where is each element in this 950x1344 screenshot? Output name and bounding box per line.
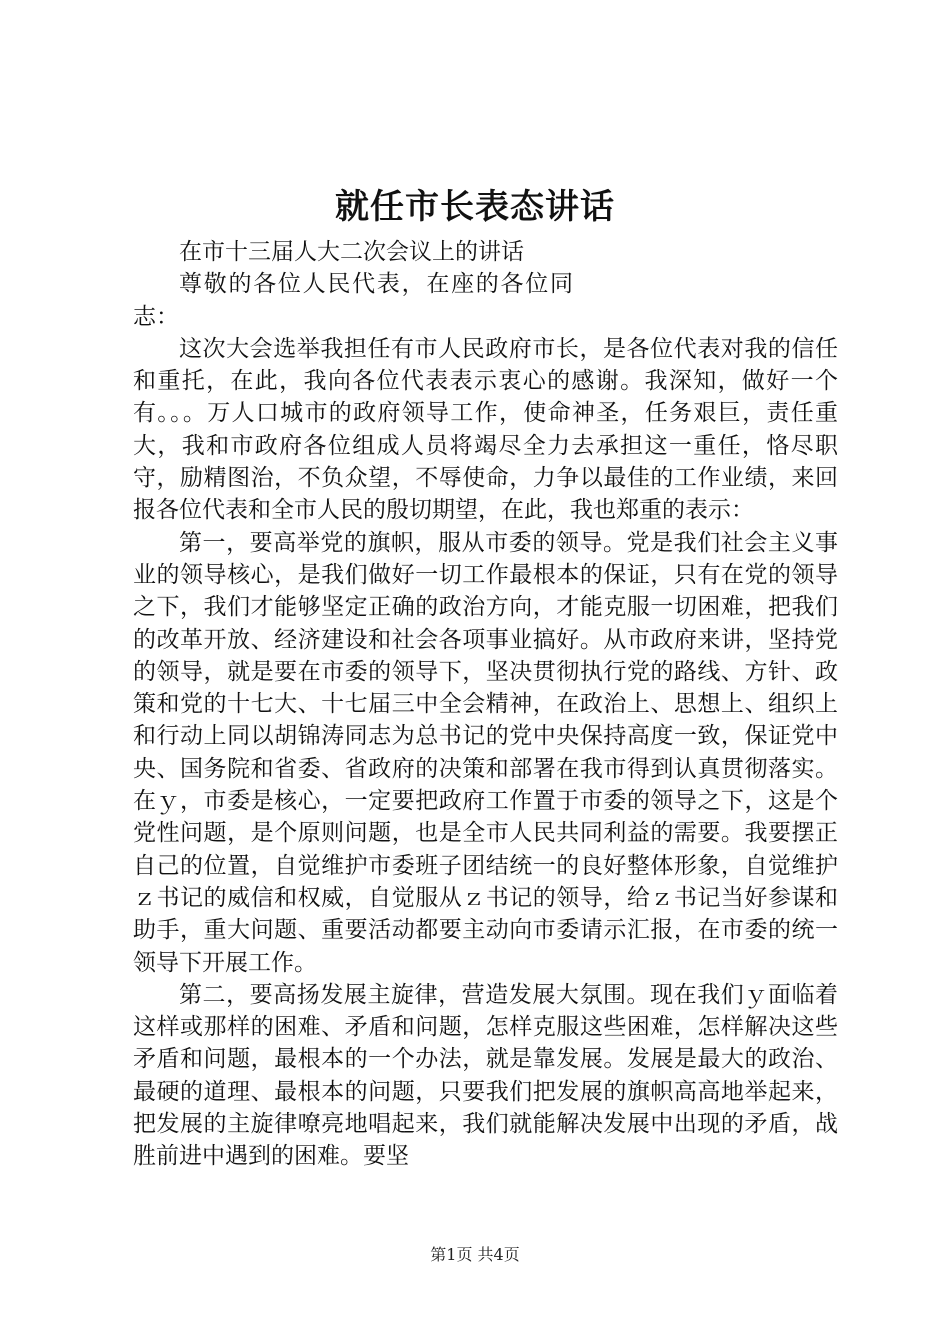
speech-subtitle: 在市十三届人大二次会议上的讲话 [179, 239, 524, 265]
paragraph-2: 第一，要高举党的旗帜，服从市委的领导。党是我们社会主义事业的领导核心，是我们做好一切工作最根本的保证，只有在党的领导之下，我们才能够坚定正确的政治方向，才能克服一切困难，把我们的改革开放、经济建设和社会各项事业搞好。从市政府来讲，坚持党的领导，就是要在市委的领导下，坚决贯彻执行党的路线、方针、政策和党的十七大、十七届三中全会精神，在政治上、思想上、组织上和行动上同以胡锦涛同志为总书记的党中央保持高度一致，保证党中央、国务院和省委、省政府的决策和部署在我市得到认真贯彻落实。在ｙ，市委是核心，一定要把政府工作置于市委的领导之下，这是个党性问题，是个原则问题，也是全市人民共同利益的需要。我要摆正自己的位置，自觉维护市委班子团结统一的良好整体形象，自觉维护ｚ书记的威信和权威，自觉服从ｚ书记的领导，给ｚ书记当好参谋和助手，重大问题、重要活动都要主动向市委请示汇报，在市委的统一领导下开展工作。 [133, 529, 838, 976]
salutation: 尊敬的各位人民代表，在座的各位同志： [133, 271, 573, 330]
paragraph-3: 第二，要高扬发展主旋律，营造发展大氛围。现在我们ｙ面临着这样或那样的困难、矛盾和问题，怎样克服这些困难，怎样解决这些矛盾和问题，最根本的一个办法，就是靠发展。发展是最大的政治、最硬的道理、最根本的问题，只要我们把发展的旗帜高高地举起来，把发展的主旋律嘹亮地唱起来，我们就能解决发展中出现的矛盾，战胜前进中遇到的困难。要坚 [133, 981, 838, 1170]
page-footer: 第1页 共4页 [430, 1245, 520, 1264]
paragraph-1: 这次大会选举我担任有市人民政府市长，是各位代表对我的信任和重托，在此，我向各位代表表示衷心的感谢。我深知，做好一个有。。。万人口城市的政府领导工作，使命神圣，任务艰巨，责任重大，我和市政府各位组成人员将竭尽全力去承担这一重任，恪尽职守，励精图治，不负众望，不辱使命，力争以最佳的工作业绩，来回报各位代表和全市人民的殷切期望，在此，我也郑重的表示： [133, 335, 838, 524]
document-title: 就任市长表态讲话 [335, 187, 615, 227]
document-body [133, 236, 838, 1173]
